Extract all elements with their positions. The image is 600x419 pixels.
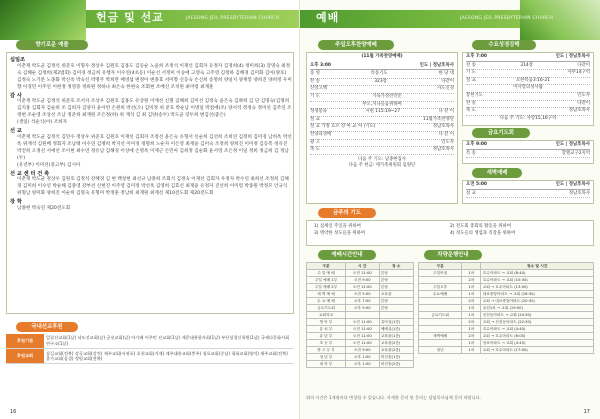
offering-category-title: 감 사	[10, 92, 22, 99]
table-cell: 초 등 부	[307, 340, 346, 347]
service-order-cell: 314장	[520, 62, 533, 68]
table-row	[419, 277, 594, 284]
table-row	[307, 361, 414, 368]
table-cell: 1차	[462, 270, 481, 277]
leaf-decoration	[0, 0, 86, 40]
table-cell: 대보중앙아파트 → 교회 (18:30)	[481, 291, 594, 298]
offering-names: 이춘재 박도균 김정석 김민수 정상우 위준호 김원호 이재선 김회자 조정선 윤은숙 유형서 신순희 김선희 조희연 김정희 김미경 남희옥 박선옥 위재석 김원배 정회자 조남태 이수연 김명희 박지선 이미경 정명희 노순자 이은영 최재윤 김미숙 조정희 양희진 이미정 김동복 정유진 박진희 오정선 서애선 조이현 최수연 정유남 김해경 이상애 손명옥 이재근 손민아 김희정 김순화 윤서영 조은정 이일 정희 정금희 김 정남(두)	[17, 134, 292, 161]
service-order-cell: 정남호목사	[568, 190, 590, 196]
service-order-cell: 설 교	[466, 190, 476, 196]
table-cell: 오후 1:00	[345, 361, 379, 368]
service-order-cell: 봉헌기도	[466, 92, 483, 98]
table-cell: 본당	[379, 284, 413, 291]
service-order-cell: 요한복음3:16-21	[515, 77, 550, 83]
prayer-row	[314, 231, 586, 238]
table-cell: 새 벽 예 배	[307, 291, 346, 298]
dawn-service-label: 새벽예배	[472, 168, 522, 178]
prayer-item: 1) 섬세일 주일을 위하여	[314, 224, 361, 229]
table-cell: 유 년 부	[307, 333, 346, 340]
service-order-cell: 부오,지나들음위하여	[362, 101, 402, 107]
service-order-row	[466, 191, 590, 199]
table-cell: 2차	[462, 319, 481, 326]
table-cell: 유 치 부	[307, 326, 346, 333]
mission-section-label: 국내선교후원	[16, 322, 78, 332]
table-row	[307, 326, 414, 333]
service-order-cell: 정남호목사	[432, 124, 454, 130]
table-cell: 호수아파트 → 교회 (8:40)	[481, 270, 594, 277]
service-order-cell: 설 교	[466, 77, 476, 83]
service-time: 오후 7:00	[466, 54, 487, 59]
service-order-cell: 설 교 가정 흐르 강 아 교 아 (기도)	[310, 124, 376, 130]
wednesday-service-order	[466, 54, 590, 122]
service-order-cell: 찬 송	[466, 62, 476, 68]
table-row	[307, 312, 414, 319]
mission-row-text: 얼결선교회(1날) 낙도선교회(날) 군선교회(날) 아가페 이주민 선교회(1날) 제준대흥항사회(1날) 부산성경신학원(1날) 국제다문화사회연구소(1날)	[44, 334, 294, 349]
service-subtitle: (11월 가족찬양예배)	[361, 54, 403, 59]
service-time: 오후 3:00	[310, 62, 331, 68]
table-cell	[419, 298, 462, 305]
service-order-cell: 축 도	[466, 108, 476, 114]
offering-names: (유년부) 이미선(중고부) 김시아	[17, 162, 81, 168]
table-cell	[419, 319, 462, 326]
table-cell: 2차	[462, 277, 481, 284]
service-order-row	[466, 93, 590, 101]
offering-list	[10, 56, 292, 213]
table-cell: 2차	[462, 333, 481, 340]
service-order-cell: 기 도	[466, 70, 476, 76]
offering-names: 이춘재 박도균 김정석 위준호 이형우 정상우 김원호 김홍도 김동순 노윤희 조정석 이재선 김회자 유정자 김경희(4) 정미희(3) 강명숙 최정숙 김혜순 김정희(제2범회) 김미경 정금희 유행자 이수연(4초등) 이순선 서정미 이승애 고영숙 고주영 김정하 김해경 김미화 김아(양호) 김정숙 노기문 노종화 박신옥 박숙신 박명주 박희란 배영섭 변정아 변종효 서미향 신동숙 손신희 송명희 양일지 양재봉 양희진 양희정 우미향 이경민 이주연 이현정 정영증 정희원 정하나 최은숙 한현숙 조회현 조배신 조치원 최미령 최재훈	[17, 63, 292, 90]
service-order-row	[310, 140, 454, 148]
table-cell: 1차	[462, 347, 481, 354]
table-row	[307, 347, 414, 354]
table-row	[419, 298, 594, 305]
page-number-left: 16	[10, 409, 17, 416]
service-order-cell: 인도자	[577, 92, 590, 98]
service-order-cell: 찬양과경배	[310, 131, 332, 137]
service-order-cell: 이사랑의성사람	[513, 85, 543, 91]
table-cell: 예배실(1층)	[379, 326, 413, 333]
table-cell: 오후 7:00	[345, 298, 379, 305]
prayer-section-label: 금주의 기도	[318, 208, 376, 218]
service-order-cell: 정남호목사	[568, 108, 590, 114]
service-time-row	[466, 142, 590, 150]
table-cell	[419, 326, 462, 333]
table-row	[307, 354, 414, 361]
mission-row	[6, 349, 294, 364]
table-cell: 성보아파트 → 교회 (4:45)	[481, 340, 594, 347]
mission-row-label: 후원교회	[6, 349, 44, 364]
service-order-cell: 송 영	[310, 71, 320, 77]
church-name: JAESONG JEIL PRESBYTERIAN CHURCH	[186, 16, 280, 21]
sunday-service-order	[310, 54, 454, 170]
service-order-cell: 다같이	[577, 62, 590, 68]
prayer-item: 3) 병약한 성도들을 위하여	[314, 230, 366, 236]
service-order-cell: 특 송	[466, 150, 476, 156]
table-row	[307, 284, 414, 291]
table-cell: 호수아파트 → 교회 (10:30)	[481, 277, 594, 284]
service-order-cell: 사도신경	[437, 86, 454, 92]
service-time-row	[466, 182, 590, 190]
service-time-row	[310, 63, 454, 71]
mission-table	[6, 334, 294, 364]
table-cell: 교육관	[379, 291, 413, 298]
footnote: 위의 시간은 1개월마다 변경될 수 있습니다. 자세한 문의 및 문의는 담임목사님께 문의 바랍니다.	[306, 395, 482, 400]
service-order-row	[310, 124, 454, 132]
service-order-cell: 11월가족찬양단	[422, 116, 454, 122]
table-header-cell: 장소 및 시간	[481, 263, 594, 270]
table-row	[307, 298, 414, 305]
prayer-item: 2) 전도회 총회의 활동을 위하여	[450, 224, 511, 229]
offering-names: (생일) 석순식(아) 조희자	[17, 120, 68, 126]
service-time-row	[466, 54, 590, 62]
table-row	[307, 340, 414, 347]
right-page	[300, 0, 600, 419]
offering-category-title: 선 교 센 터 건 축	[10, 170, 50, 177]
table-cell: 주일 예배 2부	[307, 284, 346, 291]
table-row	[307, 291, 414, 298]
table-cell	[345, 312, 379, 319]
page-title: 예배	[316, 11, 340, 24]
table-cell: 대 학 부	[307, 361, 346, 368]
table-row	[419, 333, 594, 340]
table-row	[307, 319, 414, 326]
service-order-cell: 축 도	[310, 147, 320, 153]
service-order-cell: 한 당 대	[438, 71, 454, 77]
table-cell: 1차	[462, 305, 481, 312]
table-cell: 오전 9:00	[345, 347, 379, 354]
table-cell: 신천동아파트 → 교회 (20:30)	[481, 312, 594, 319]
table-row	[307, 277, 414, 284]
table-cell: 금요기도회	[419, 312, 462, 319]
table-header-cell: 구분	[307, 263, 346, 270]
table-cell: 오전 5:00	[345, 291, 379, 298]
service-order-cell: 다 같 이	[438, 131, 454, 137]
wednesday-service-label: 수요성경강해	[472, 40, 536, 50]
service-order-cell: 광 고	[310, 139, 320, 145]
service-order-cell: 할렐교구2지역	[561, 150, 590, 156]
table-cell: 비전홀(1층)	[379, 354, 413, 361]
mission-row	[6, 334, 294, 349]
left-header	[0, 0, 300, 40]
service-order-cell: 사무14구역	[567, 70, 590, 76]
table-cell: 1차	[462, 284, 481, 291]
service-order-cell: 다 같 이	[438, 109, 454, 115]
next-week-prayer: 다음 주 기도: 사랑15,16구역	[499, 115, 557, 121]
table-cell	[379, 312, 413, 319]
table-row	[419, 312, 594, 319]
table-cell: 오전 11:00	[345, 340, 379, 347]
table-cell: 오전 11:00	[345, 284, 379, 291]
service-order-cell: 다같이	[577, 100, 590, 106]
table-row	[419, 270, 594, 277]
table-cell: 교육관(2층)	[379, 347, 413, 354]
table-cell: 1차	[462, 340, 481, 347]
table-cell: 오전 9:00	[345, 277, 379, 284]
table-header-cell: 시 간	[345, 263, 379, 270]
service-order-cell: 시편 115:19~27	[365, 109, 401, 115]
table-cell: 비전홀(2층)	[379, 361, 413, 368]
dawn-service-order	[466, 182, 590, 198]
table-cell	[419, 277, 462, 284]
right-header	[300, 0, 600, 40]
page-title: 헌금 및 선교	[96, 11, 164, 24]
table-cell: 교회 → 호수아파트 (6:00)	[481, 333, 594, 340]
table-cell: 주 일 예 배	[307, 270, 346, 277]
table-cell: 교육관(2층)	[379, 340, 413, 347]
table-cell	[419, 305, 462, 312]
table-cell: 주일아침	[419, 270, 462, 277]
table-cell: 교육관(1층)	[379, 333, 413, 340]
service-order-cell: 신앙고백	[310, 86, 327, 92]
table-cell: 교회 → 호수아파트 (13:00)	[481, 284, 594, 291]
table-row	[419, 284, 594, 291]
sunday-service-label: 주일오후찬양예배	[318, 40, 394, 50]
service-time: 오전 5:00	[466, 182, 487, 187]
mission-row-label: 후원기관	[6, 334, 44, 349]
service-order-cell: 설 교	[310, 116, 320, 122]
table-cell: 호수아파트 → 교회 (4:40)	[481, 326, 594, 333]
table-row	[419, 305, 594, 312]
mission-row-text: 삼길교회(전북) 강곡교회(강진) 제주교회(서귀포) 호천교회(거제) 제주대흥교회(충주) 청포교회(중남) 평화교회(영덕) 제주교회(전북) 종가교회(음성) 정원교회(전북)	[44, 349, 294, 364]
service-order-cell: 다같이	[441, 78, 454, 84]
table-cell: 주일오후	[419, 284, 462, 291]
table-row	[307, 333, 414, 340]
next-week-prayer: 다음 주 기도: 남종현집사	[357, 156, 407, 162]
table-cell	[419, 340, 462, 347]
table-cell: 오후 1:00	[345, 354, 379, 361]
service-order-row	[310, 94, 454, 102]
service-order-row	[310, 71, 454, 79]
offering-section-label: 향기로운 예물	[16, 40, 88, 50]
table-cell: 교회 → 호수아파트 (17:00)	[481, 347, 594, 354]
prayer-row	[314, 224, 586, 231]
table-row	[419, 291, 594, 298]
table-cell: 교회학교	[307, 312, 346, 319]
service-order-row	[310, 86, 454, 94]
table-cell: 교회 → 신천동아파트 (22:30)	[481, 319, 594, 326]
table-cell: 오전 11:00	[345, 319, 379, 326]
table-cell: 1차	[462, 326, 481, 333]
service-order-cell: 성경봉독	[310, 109, 327, 115]
service-leader: 인도 | 정남호목사	[555, 54, 590, 59]
prayer-item: 4) 성도들의 생업과 직장을 위하여	[450, 230, 516, 236]
service-order-cell: 특송기도	[370, 71, 388, 77]
table-row	[307, 305, 414, 312]
table-cell: 본당	[379, 305, 413, 312]
table-cell: 1차	[462, 291, 481, 298]
table-cell: 2차	[462, 298, 481, 305]
service-leader: 인도 | 정남호목사	[419, 62, 454, 68]
service-order-row	[310, 79, 454, 87]
offering-category-title: 장 학	[10, 199, 22, 206]
table-cell: 금요기도회	[307, 305, 346, 312]
table-header-cell: 장 소	[379, 263, 413, 270]
table-cell: 오전 11:00	[345, 270, 379, 277]
service-order-row	[466, 85, 590, 93]
friday-service-label: 금요기도회	[472, 128, 530, 138]
meeting-section-label: 예배시간안내	[318, 250, 376, 260]
prayer-list	[314, 224, 586, 237]
table-cell: 본당	[379, 277, 413, 284]
service-leader: 인도 | 정남호목사	[555, 142, 590, 147]
table-row	[419, 319, 594, 326]
table-header-cell	[462, 263, 481, 270]
service-order-cell: 기 도	[310, 93, 320, 99]
table-cell: 수요예배	[419, 291, 462, 298]
service-order-row	[310, 147, 454, 155]
offering-category-title: 선 교	[10, 128, 22, 135]
table-row	[307, 270, 414, 277]
table-cell: 청 년 부	[307, 354, 346, 361]
next-week-offering: 다음 주 헌금: 세가족위원회 임원단	[348, 163, 416, 169]
service-order-cell: 찬 송	[466, 100, 476, 106]
offering-category-title: 십일조	[10, 57, 26, 63]
vehicle-section-label: 차량운행안내	[424, 250, 482, 260]
meeting-table	[306, 262, 414, 368]
church-name: JAESONG JEIL PRESBYTERIAN CHURCH	[460, 16, 554, 21]
table-cell: 주일 예배 1부	[307, 277, 346, 284]
vehicle-table	[418, 262, 594, 354]
table-row	[419, 340, 594, 347]
service-order-cell: 찬 송	[310, 78, 320, 84]
table-cell: 교회 → 대보중앙아파트 (20:30)	[481, 298, 594, 305]
table-cell: 청년	[419, 347, 462, 354]
service-order-row	[310, 109, 454, 117]
offering-names: 이춘재 박도균 정상우 김원호 김정석 강혜경 김 현 백창현 최선규 남종희 조회석 김정숙 이재선 김회자 우정자 박수연 최희선 조정희 김해경 김미희 이수연 박순해 김종영 강부선 신현진 이주영 김미정 박선옥 김영희 김효신 최재윤 유정자 진선희 이미령 박종원 박정모 안규식 위형남 양미화 양희진 이순희 김명숙 유형미 박정훈 정남희 최재원 최재선 제10전도회 제20전도회	[17, 177, 289, 197]
table-header-cell: 구분	[419, 263, 462, 270]
service-order-row	[466, 70, 590, 78]
service-order-cell: 정남호목사	[432, 147, 454, 153]
friday-service-order	[466, 142, 590, 158]
offering-names: 남종현 박숙연 제20전도회	[17, 206, 71, 212]
service-order-row	[466, 151, 590, 159]
table-cell: 본당	[379, 270, 413, 277]
table-cell: 오전 11:00	[345, 326, 379, 333]
table-cell: 수 요 예 배	[307, 298, 346, 305]
offering-names: 이춘재 박도균 김정석 위준호 조서자 조상우 김원호 김홍도 유상원 이재선 신철 김혜희 김미선 김정숙 윤은숙 김뽀희 김 단 김명숙(김명희 김지홍 김회자 김순희 조 김희자 김양자 윤아빈 손원희 박선(오) 김미정 위 준호 박순남 이명일 박점애(조) 양서석 정정숙 정미선 김주연 조정현 조순영 조상선 조남 정준희 최재원 조은정(하) 위 재석 김 최 김양(송두) 박도균 장두희 변김선(좋은)	[17, 99, 292, 119]
table-cell: 1차	[462, 312, 481, 319]
table-cell: 중 고 등 부	[307, 347, 346, 354]
table-cell: 새벽예배	[419, 333, 462, 340]
table-cell: 유아실(1층)	[379, 319, 413, 326]
service-leader: 인도 | 정남호목사	[555, 182, 590, 187]
service-time: 오후 9:00	[466, 142, 487, 147]
page-number-right: 17	[583, 409, 590, 416]
table-cell: 오전 11:00	[345, 333, 379, 340]
service-order-cell: 인도자	[441, 139, 454, 145]
service-order-cell: 323장	[374, 78, 387, 84]
table-cell: 영 아 부	[307, 319, 346, 326]
table-cell: 본당	[379, 298, 413, 305]
table-row	[419, 347, 594, 354]
table-cell: 유천1차 → 교회 (19:00)	[481, 305, 594, 312]
service-order-row	[310, 132, 454, 140]
table-row	[419, 326, 594, 333]
service-order-row	[466, 108, 590, 116]
service-order-cell: 기독가정선언문	[372, 93, 402, 99]
table-cell: 오후 9:00	[345, 305, 379, 312]
